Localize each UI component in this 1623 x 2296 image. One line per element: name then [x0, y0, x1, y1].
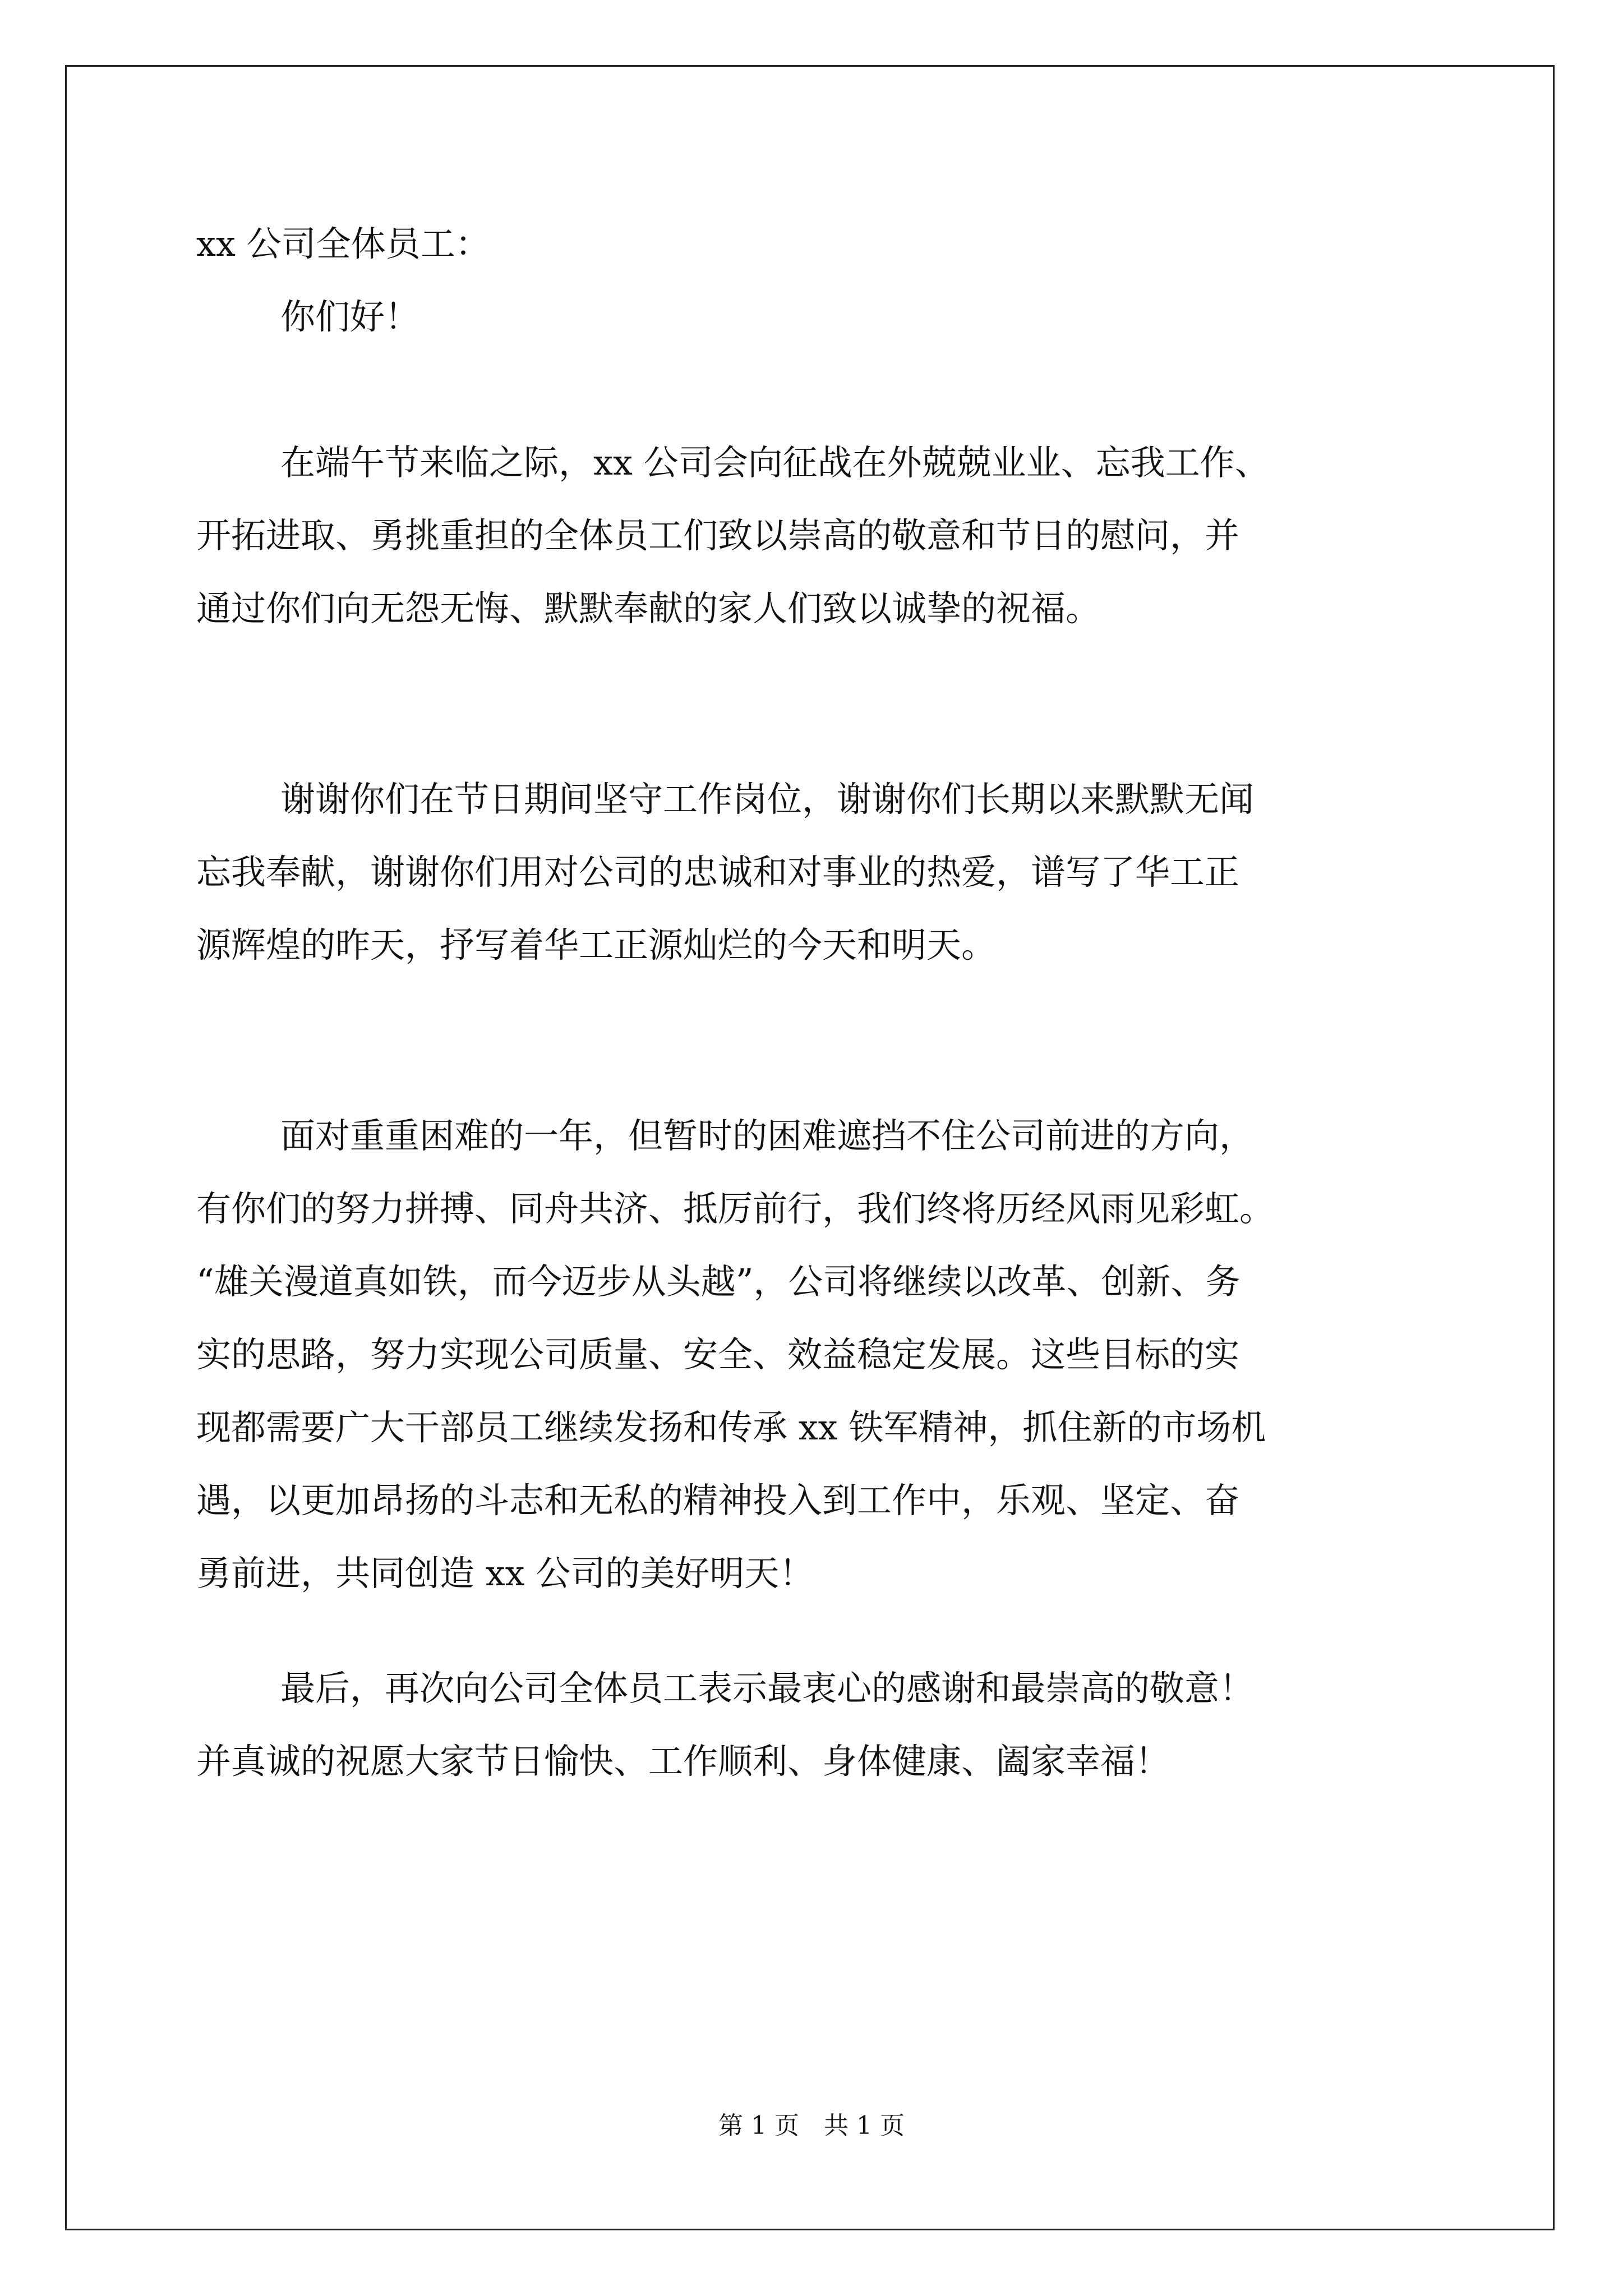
- paragraph-3-line-3: “雄关漫道真如铁，而今迈步从头越”，公司将继续以改革、创新、务: [196, 1261, 1241, 1302]
- paragraph-4-line-1: 最后，再次向公司全体员工表示最衷心的感谢和最崇高的敬意！: [280, 1668, 1255, 1709]
- page-total: 共 1 页: [824, 2111, 905, 2140]
- salutation: xx 公司全体员工：: [196, 223, 490, 264]
- paragraph-2-line-3: 源辉煌的昨天，抒写着华工正源灿烂的今天和明天。: [196, 924, 997, 965]
- paragraph-3-line-2: 有你们的努力拼搏、同舟共济、抵厉前行，我们终将历经风雨见彩虹。: [196, 1188, 1275, 1229]
- paragraph-2-line-1: 谢谢你们在节日期间坚守工作岗位，谢谢你们长期以来默默无闻: [280, 779, 1255, 820]
- paragraph-3-line-1: 面对重重困难的一年，但暂时的困难遮挡不住公司前进的方向，: [280, 1115, 1255, 1156]
- paragraph-3-line-4: 实的思路，努力实现公司质量、安全、效益稳定发展。这些目标的实: [196, 1334, 1240, 1375]
- paragraph-4-line-2: 并真诚的祝愿大家节日愉快、工作顺利、身体健康、阖家幸福！: [196, 1741, 1170, 1782]
- paragraph-3-line-7: 勇前进，共同创造 xx 公司的美好明天！: [196, 1553, 814, 1594]
- paragraph-1-line-3: 通过你们向无怨无悔、默默奉献的家人们致以诚挚的祝福。: [196, 588, 1101, 629]
- paragraph-1-line-2: 开拓进取、勇挑重担的全体员工们致以崇高的敬意和节日的慰问，并: [196, 515, 1240, 556]
- paragraph-1-line-1: 在端午节来临之际，xx 公司会向征战在外兢兢业业、忘我工作、: [280, 442, 1270, 483]
- paragraph-2-line-2: 忘我奉献，谢谢你们用对公司的忠诚和对事业的热爱，谱写了华工正: [196, 852, 1240, 892]
- page-footer: [0, 2109, 1623, 2143]
- page-number: 第 1 页: [718, 2111, 799, 2140]
- paragraph-3-line-6: 遇，以更加昂扬的斗志和无私的精神投入到工作中，乐观、坚定、奋: [196, 1480, 1240, 1521]
- paragraph-3-line-5: 现都需要广大干部员工继续发扬和传承 xx 铁军精神，抓住新的市场机: [196, 1407, 1266, 1448]
- greeting: 你们好！: [280, 296, 420, 337]
